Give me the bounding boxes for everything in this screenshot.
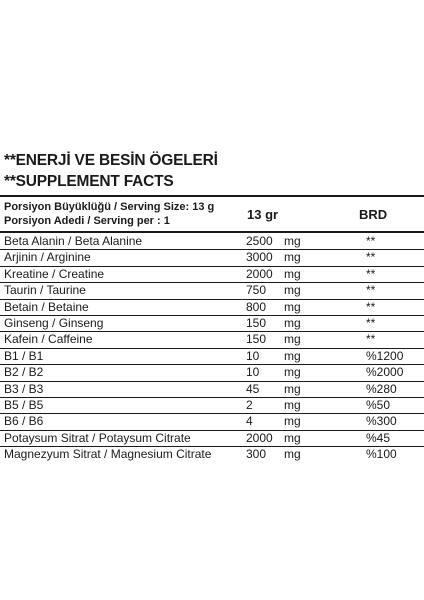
table-row: [0, 234, 424, 250]
ingredient-brd: **: [366, 283, 376, 298]
table-row: [0, 316, 424, 332]
title-line-tr: **ENERJİ VE BESİN ÖGELERİ: [4, 152, 218, 169]
table-row: [0, 349, 424, 365]
ingredient-amount: 150: [246, 315, 267, 330]
ingredient-name: Taurin / Taurine: [4, 283, 86, 298]
ingredient-amount: 10: [246, 365, 260, 380]
ingredient-amount: 2: [246, 397, 253, 412]
ingredient-unit: mg: [284, 381, 301, 396]
ingredient-name: Magnezyum Sitrat / Magnesium Citrate: [4, 447, 212, 462]
ingredient-amount: 150: [246, 332, 267, 347]
ingredient-name: Ginseng / Ginseng: [4, 315, 104, 330]
ingredient-amount: 2000: [246, 430, 273, 445]
ingredient-name: Beta Alanin / Beta Alanine: [4, 234, 143, 248]
ingredient-unit: mg: [284, 397, 301, 412]
ingredient-name: B5 / B5: [4, 397, 44, 412]
ingredient-unit: mg: [284, 332, 301, 347]
ingredient-amount: 750: [246, 283, 267, 298]
ingredient-brd: %1200: [366, 348, 404, 363]
ingredient-amount: 800: [246, 299, 267, 314]
ingredient-name: B1 / B1: [4, 348, 44, 363]
ingredient-name: Kreatine / Creatine: [4, 266, 105, 281]
ingredient-unit: mg: [284, 414, 301, 429]
table-row: [0, 398, 424, 414]
ingredient-brd: %2000: [366, 365, 404, 380]
table-row: [0, 283, 424, 299]
ingredient-name: B2 / B2: [4, 365, 44, 380]
ingredient-name: B6 / B6: [4, 414, 44, 429]
ingredient-brd: **: [366, 315, 376, 330]
table-row: [0, 332, 424, 348]
ingredient-unit: mg: [284, 315, 301, 330]
table-row: [0, 382, 424, 398]
ingredient-unit: mg: [284, 348, 301, 363]
ingredient-brd: %280: [366, 381, 397, 396]
ingredient-unit: mg: [284, 283, 301, 298]
ingredient-name: Kafein / Caffeine: [4, 332, 93, 347]
table-row: [0, 447, 424, 462]
table-row: [0, 365, 424, 381]
title-line-en: **SUPPLEMENT FACTS: [4, 173, 174, 190]
ingredient-unit: mg: [284, 447, 301, 462]
table-row: [0, 300, 424, 316]
ingredient-unit: mg: [284, 250, 301, 265]
ingredient-amount: 300: [246, 447, 267, 462]
ingredient-amount: 45: [246, 381, 260, 396]
ingredient-brd: **: [366, 332, 376, 347]
ingredient-unit: mg: [284, 430, 301, 445]
ingredient-brd: **: [366, 266, 376, 281]
serving-size: Porsiyon Büyüklüğü / Serving Size: 13 g: [4, 201, 215, 213]
ingredient-unit: mg: [284, 365, 301, 380]
ingredient-brd: %50: [366, 397, 391, 412]
facts-table: [0, 234, 424, 462]
ingredient-brd: **: [366, 250, 376, 265]
ingredient-name: Betain / Betaine: [4, 299, 89, 314]
serving-info: [4, 200, 214, 228]
ingredient-unit: mg: [284, 234, 301, 248]
ingredient-brd: %300: [366, 414, 397, 429]
ingredient-amount: 2000: [246, 266, 273, 281]
amount-header: 13 gr: [247, 207, 279, 222]
top-rule: [0, 195, 424, 197]
servings-per: Porsiyon Adedi / Serving per : 1: [4, 215, 170, 227]
ingredient-name: Arjinin / Arginine: [4, 250, 91, 265]
ingredient-brd: **: [366, 234, 376, 248]
ingredient-amount: 10: [246, 348, 260, 363]
ingredient-amount: 2500: [246, 234, 273, 248]
ingredient-brd: **: [366, 299, 376, 314]
table-row: [0, 431, 424, 447]
ingredient-brd: %45: [366, 430, 391, 445]
ingredient-name: Potaysum Sitrat / Potaysum Citrate: [4, 430, 191, 445]
brd-header: BRD: [359, 207, 388, 222]
ingredient-unit: mg: [284, 299, 301, 314]
table-row: [0, 414, 424, 430]
ingredient-name: B3 / B3: [4, 381, 44, 396]
facts-title: [4, 150, 218, 192]
ingredient-amount: 3000: [246, 250, 273, 265]
table-row: [0, 250, 424, 266]
ingredient-amount: 4: [246, 414, 253, 429]
ingredient-unit: mg: [284, 266, 301, 281]
table-row: [0, 267, 424, 283]
ingredient-brd: %100: [366, 447, 397, 462]
header-rule: [0, 231, 424, 233]
